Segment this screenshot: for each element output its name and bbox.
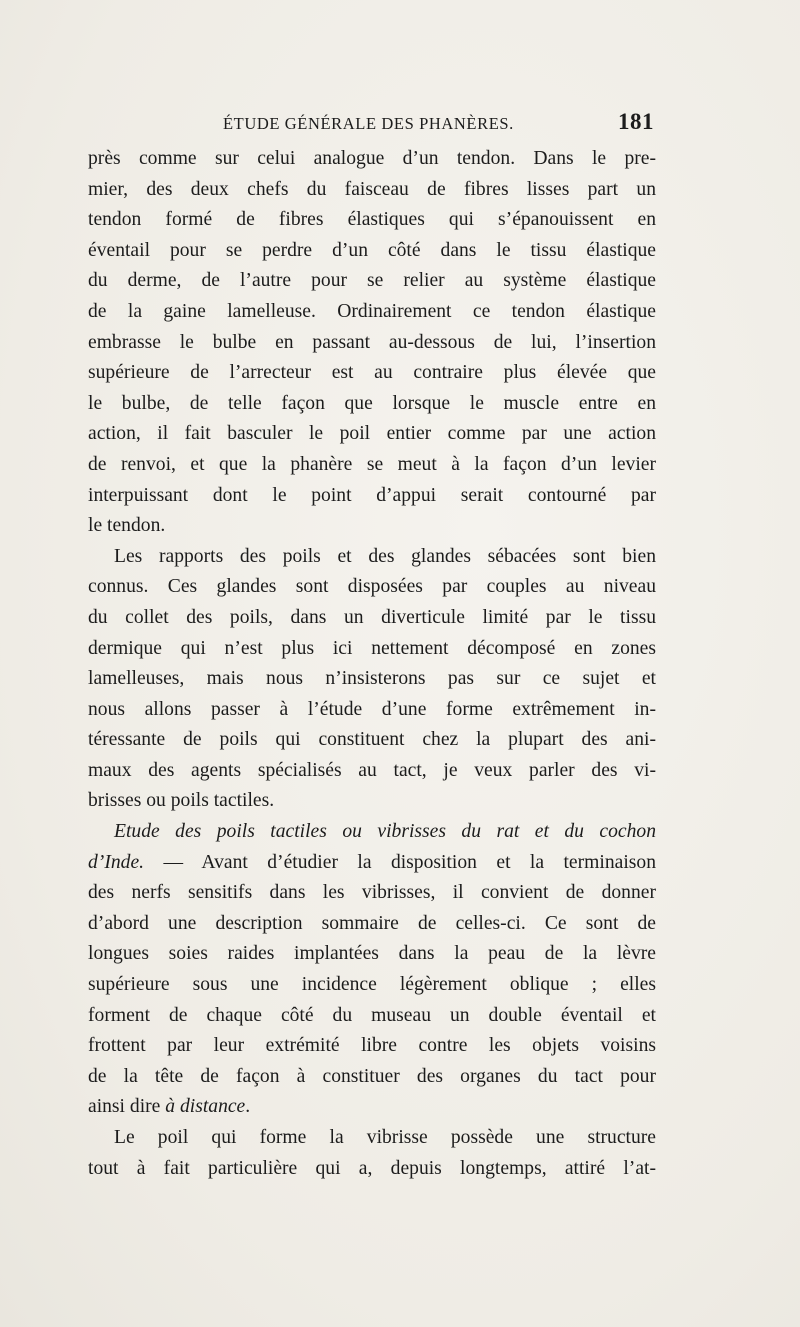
text-fragment: ainsi dire (88, 1096, 166, 1118)
text-line: d’abord une description sommaire de celles-ci. Ce sont de (88, 912, 656, 934)
text-line: interpuissant dont le point d’appui serait contourné par (88, 484, 656, 506)
paragraph-4 (88, 1123, 656, 1184)
running-title: ÉTUDE GÉNÉRALE DES PHANÈRES. (223, 114, 514, 133)
text-line: forment de chaque côté du museau un double éventail et (88, 1004, 656, 1026)
text-line: maux des agents spécialisés au tact, je veux parler des vi- (88, 759, 656, 781)
section-heading-italic: Etude des poils tactiles ou vibrisses du rat et du cochon (114, 821, 656, 843)
text-line: embrasse le bulbe en passant au-dessous de lui, l’insertion (88, 331, 656, 353)
text-line: longues soies raides implantées dans la peau de la lèvre (88, 943, 656, 965)
paragraph-1 (88, 144, 656, 542)
text-line: mier, des deux chefs du faisceau de fibres lisses part un (88, 178, 656, 200)
text-line: de la gaine lamelleuse. Ordinairement ce tendon élastique (88, 300, 656, 322)
text-line: Le poil qui forme la vibrisse possède une structure (114, 1127, 656, 1148)
text-line: action, il fait basculer le poil entier comme par une action (88, 423, 656, 445)
text-line: dermique qui n’est plus ici nettement décomposé en zones (88, 637, 656, 659)
text-line (88, 817, 656, 848)
text-line: nous allons passer à l’étude d’une forme extrêmement in- (88, 698, 656, 720)
text-line: le bulbe, de telle façon que lorsque le muscle entre en (88, 392, 656, 414)
text-line: brisses ou poils tactiles. (88, 790, 275, 812)
section-heading-italic-end: d’Inde. (88, 851, 145, 873)
text-line: téressante de poils qui constituent chez la plupart des ani- (88, 729, 656, 751)
text-line: supérieure de l’arrecteur est au contraire plus élevée que (88, 362, 656, 384)
text-line: tout à fait particulière qui a, depuis longtemps, attiré l’at- (88, 1157, 656, 1179)
text-line: de renvoi, et que la phanère se meut à la façon d’un levier (88, 453, 656, 475)
text-fragment: — Avant d’étudier la disposition et la terminaison (144, 851, 656, 873)
text-line: Les rapports des poils et des glandes sébacées sont bien (114, 545, 656, 567)
text-line: tendon formé de fibres élastiques qui s’épanouissent en (88, 209, 656, 231)
text-line: du collet des poils, dans un diverticule limité par le tissu (88, 606, 656, 628)
text-line: de la tête de façon à constituer des organes du tact pour (88, 1065, 656, 1087)
italic-phrase: à distance (165, 1096, 246, 1118)
page-number: 181 (618, 109, 654, 134)
text-line: frottent par leur extrémité libre contre les objets voisins (88, 1035, 656, 1057)
text-line (88, 848, 656, 879)
running-head (88, 109, 656, 142)
body-text (88, 144, 656, 1184)
text-line (88, 1092, 656, 1123)
text-line: près comme sur celui analogue d’un tendon. Dans le pre- (88, 148, 656, 169)
text-line: éventail pour se perdre d’un côté dans le tissu élastique (88, 239, 656, 261)
text-fragment: . (245, 1096, 251, 1118)
text-line: supérieure sous une incidence légèrement oblique ; elles (88, 974, 656, 996)
text-line: des nerfs sensitifs dans les vibrisses, il convient de donner (88, 882, 656, 904)
paragraph-3 (88, 817, 656, 1123)
text-line: lamelleuses, mais nous n’insisterons pas sur ce sujet et (88, 668, 656, 690)
paragraph-2 (88, 542, 656, 817)
book-page (88, 109, 656, 1184)
text-line: connus. Ces glandes sont disposées par couples au niveau (88, 576, 656, 598)
text-line: le tendon. (88, 515, 166, 537)
text-line: du derme, de l’autre pour se relier au système élastique (88, 270, 656, 292)
